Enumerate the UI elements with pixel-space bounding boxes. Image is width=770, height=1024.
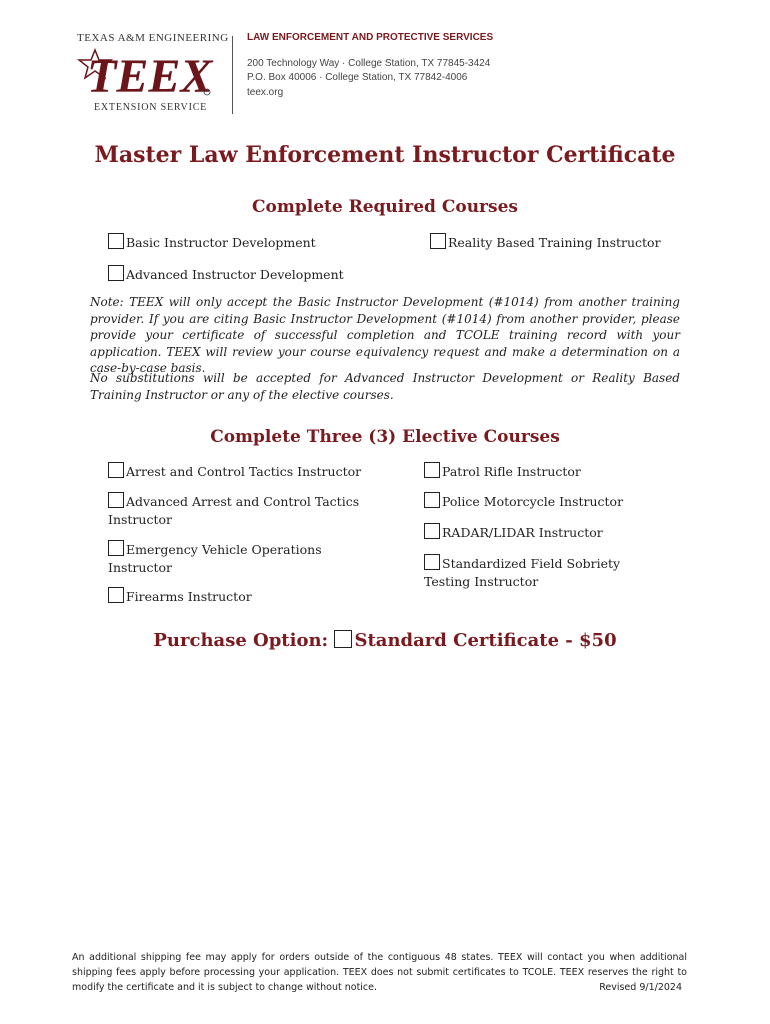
org-name: LAW ENFORCEMENT AND PROTECTIVE SERVICES [247,32,494,43]
checkbox[interactable] [424,492,440,508]
course-label: Emergency Vehicle Operations Instructor [108,542,322,575]
equivalency-note: Note: TEEX will only accept the Basic Instructor Development (#1014) from another training provider. If you are citing Basic Instructor Development (#1014) from another provider, please provide your certificate of successful completion and TCOLE training record with your application. TEEX will review your course equivalency request and make a determination on a case-by-case basis. [90,295,680,375]
elective-radar-lidar [424,523,684,542]
teex-logo-mark [77,48,217,100]
footer-text: An additional shipping fee may apply for orders outside of the contiguous 48 states. TEEX will contact you when additional shipping fees apply before processing your application. TEEX does not submit certificates to TCOLE. TEEX reserves the right to modify the certificate and it is subject to change without notice. [72,952,687,993]
course-label: Basic Instructor Development [126,235,316,250]
course-label: Reality Based Training Instructor [448,235,661,250]
logo-top-text: TEXAS A&M ENGINEERING [77,32,229,44]
address-line-1: 200 Technology Way · College Station, TX 77845-3424 [247,58,491,69]
checkbox[interactable] [430,233,446,249]
revision-date: Revised 9/1/2024 [599,982,682,993]
elective-police-motorcycle [424,492,684,511]
elective-courses-heading: Complete Three (3) Elective Courses [210,427,560,447]
course-label: Standardized Field Sobriety Testing Instructor [424,556,621,589]
purchase-label: Purchase Option: [153,630,329,651]
elective-advanced-arrest-control [108,492,378,529]
elective-firearms [108,587,378,606]
required-courses-heading: Complete Required Courses [252,197,518,217]
purchase-checkbox[interactable] [334,630,352,648]
footer-notice [72,950,687,995]
checkbox[interactable] [108,462,124,478]
logo-mark-text: TEEX [87,50,213,100]
header-divider [232,36,233,114]
course-label: RADAR/LIDAR Instructor [442,525,603,540]
elective-field-sobriety [424,554,664,591]
checkbox[interactable] [108,265,124,281]
course-label: Firearms Instructor [126,589,252,604]
checkbox[interactable] [424,554,440,570]
course-label: Advanced Arrest and Control Tactics Instructor [108,494,360,527]
checkbox[interactable] [108,233,124,249]
course-label: Police Motorcycle Instructor [442,494,624,509]
elective-patrol-rifle [424,462,684,481]
checkbox[interactable] [108,587,124,603]
website: teex.org [247,87,284,98]
required-course-basic-instructor [108,233,316,252]
required-course-advanced-instructor [108,265,344,284]
checkbox[interactable] [108,492,124,508]
course-label: Advanced Instructor Development [126,267,344,282]
elective-emergency-vehicle [108,540,348,577]
purchase-option [0,630,770,651]
required-course-reality-based [430,233,661,252]
logo-bottom-text: EXTENSION SERVICE [94,102,208,113]
teex-logo [72,30,229,115]
page-title: Master Law Enforcement Instructor Certificate [94,142,676,168]
address-line-2: P.O. Box 40006 · College Station, TX 77842-4006 [247,72,468,83]
course-label: Patrol Rifle Instructor [442,464,581,479]
substitution-note: No substitutions will be accepted for Advanced Instructor Development or Reality Based Training Instructor or any of the elective courses. [90,371,680,402]
checkbox[interactable] [424,462,440,478]
course-label: Arrest and Control Tactics Instructor [126,464,362,479]
checkbox[interactable] [424,523,440,539]
purchase-option-label: Standard Certificate - $50 [354,630,617,651]
checkbox[interactable] [108,540,124,556]
letterhead [72,30,712,120]
elective-arrest-control [108,462,378,481]
